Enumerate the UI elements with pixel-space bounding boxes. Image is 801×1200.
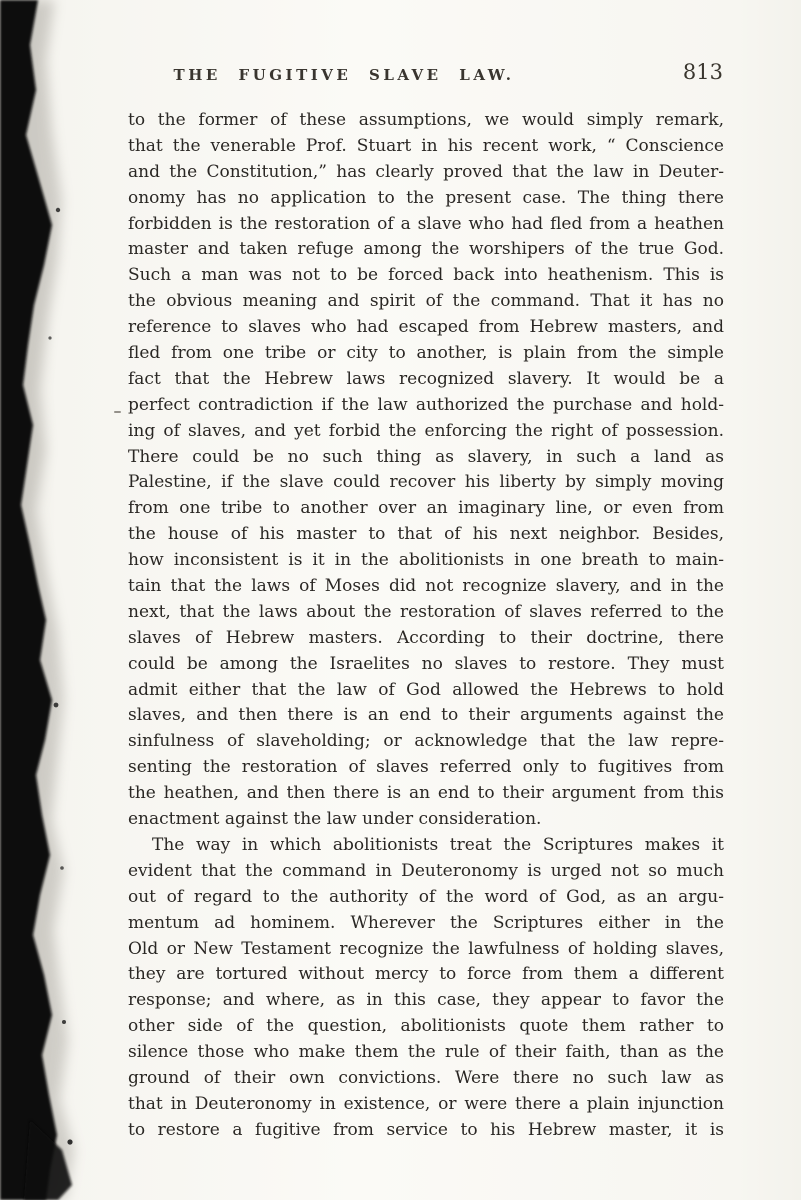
page-body (128, 108, 724, 1144)
text-line: ing of slaves, and yet forbid the enforcing the right of possession. (128, 420, 724, 441)
text-line: slaves, and then there is an end to their arguments against the (128, 705, 724, 726)
text-line: enactment against the law under consideration. (128, 809, 542, 830)
text-line: next, that the laws about the restoration of slaves referred to the (128, 601, 724, 622)
text-line: and the Constitution,” has clearly proved that the law in Deuter- (128, 161, 724, 182)
text-line: to restore a fugitive from service to his Hebrew master, it is (128, 1119, 724, 1140)
text-line: evident that the command in Deuteronomy is urged not so much (128, 860, 724, 881)
text-line: could be among the Israelites no slaves to restore. They must (128, 653, 724, 674)
text-line: tain that the laws of Moses did not recognize slavery, and in the (128, 576, 724, 597)
text-line: perfect contradiction if the law authorized the purchase and hold- (128, 394, 724, 415)
text-line: the heathen, and then there is an end to their argument from this (128, 783, 724, 804)
text-line: they are tortured without mercy to force from them a different (128, 964, 724, 985)
text-line: to the former of these assumptions, we would simply remark, (128, 110, 724, 130)
page-header (0, 60, 801, 90)
text-line: The way in which abolitionists treat the Scriptures makes it (152, 834, 724, 855)
page-number: 813 (682, 60, 723, 84)
text-line: Such a man was not to be forced back into heathenism. This is (128, 265, 724, 286)
text-line: response; and where, as in this case, they appear to favor the (128, 990, 724, 1011)
text-line: slaves of Hebrew masters. According to their doctrine, there (128, 627, 724, 648)
text-line: other side of the question, abolitionists quote them rather to (128, 1016, 724, 1037)
text-line: fact that the Hebrew laws recognized slavery. It would be a (128, 368, 724, 389)
text-line: the obvious meaning and spirit of the command. That it has no (128, 291, 724, 312)
text-line: master and taken refuge among the worshipers of the true God. (128, 239, 724, 260)
text-line: reference to slaves who had escaped from Hebrew masters, and (128, 317, 724, 338)
text-line: forbidden is the restoration of a slave who had fled from a heathen (128, 213, 724, 234)
scan-speck (114, 411, 121, 413)
text-line: onomy has no application to the present case. The thing there (128, 187, 724, 208)
paragraph (128, 833, 724, 1144)
text-line: that in Deuteronomy in existence, or were there a plain injunction (128, 1093, 724, 1114)
binding-shadow-edge (0, 0, 95, 1200)
text-line: the house of his master to that of his next neighbor. Besides, (128, 524, 724, 545)
text-line: from one tribe to another over an imaginary line, or even from (128, 498, 724, 519)
running-title: THE FUGITIVE SLAVE LAW. (173, 66, 515, 84)
text-line: senting the restoration of slaves referred only to fugitives from (128, 757, 724, 778)
text-line: ground of their own convictions. Were there no such law as (128, 1067, 724, 1088)
text-line: mentum ad hominem. Wherever the Scriptures either in the (128, 912, 724, 933)
text-line: how inconsistent is it in the abolitionists in one breath to main- (128, 550, 724, 571)
text-line: admit either that the law of God allowed the Hebrews to hold (128, 679, 724, 700)
text-line: out of regard to the authority of the word of God, as an argu- (128, 886, 724, 907)
paragraph (128, 108, 724, 833)
text-line: sinfulness of slaveholding; or acknowledge that the law repre- (128, 731, 724, 752)
text-line: that the venerable Prof. Stuart in his recent work, “ Conscience (128, 135, 724, 156)
text-line: There could be no such thing as slavery, in such a land as (128, 446, 724, 467)
text-line: silence those who make them the rule of their faith, than as the (128, 1042, 724, 1063)
text-line: Palestine, if the slave could recover his liberty by simply moving (128, 472, 724, 493)
text-line: Old or New Testament recognize the lawfulness of holding slaves, (128, 938, 724, 959)
text-line: fled from one tribe or city to another, is plain from the simple (128, 343, 724, 364)
